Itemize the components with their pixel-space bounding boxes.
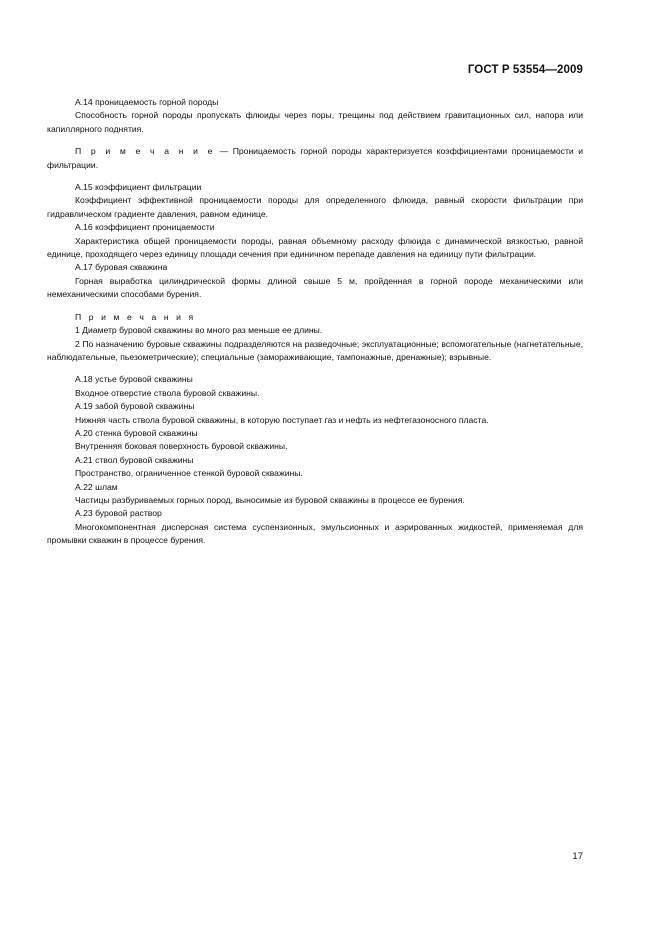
definition-a17: Горная выработка цилиндрической формы длиной свыше 5 м, пройденная в горной породе механическими или немеханическими способами бурения. — [47, 275, 583, 300]
term-a14: А.14 проницаемость горной породы — [75, 97, 219, 107]
definition-a18: Входное отверстие ствола буровой скважины. — [75, 387, 260, 398]
note-a14 — [47, 145, 583, 172]
definition-a19: Нижняя часть ствола буровой скважины, в которую поступает газ и нефть из нефтегазоносного пласта. — [75, 414, 489, 425]
note-item-1: 1 Диаметр буровой скважины во много раз меньше ее длины. — [75, 325, 323, 336]
document-body — [47, 96, 583, 548]
term-a15: А.15 коэффициент фильтрации — [75, 182, 202, 193]
definition-a20: Внутренняя боковая поверхность буровой скважины. — [75, 441, 288, 452]
term-a18: А.18 устье буровой скважины — [75, 374, 193, 385]
term-a21: А.21 ствол буровой скважины — [75, 454, 194, 465]
definition-a14: Способность горной породы пропускать флюиды через поры, трещины под действием гравитационных сил, напора или капиллярного поднятия. — [47, 110, 583, 134]
term-a16: А.16 коэффициент проницаемости — [75, 222, 215, 233]
definition-a22: Частицы разбуриваемых горных пород, выносимые из буровой скважины в процессе ее бурения. — [75, 494, 465, 505]
term-a20: А.20 стенка буровой скважины — [75, 427, 198, 438]
page-number: 17 — [572, 851, 583, 862]
note-text: — Проницаемость горной породы характеризуется коэффициентами проницаемости и фильтрации. — [47, 146, 583, 170]
definition-a16: Характеристика общей проницаемости породы, равная объемному расходу флюида с динамической вязкостью, равной единице, проходящего через единицу площади сечения при единичном перепаде давления на единицу пути фильтрации. — [47, 235, 583, 260]
term-a19: А.19 забой буровой скважины — [75, 401, 195, 412]
standard-header: ГОСТ Р 53554—2009 — [467, 64, 583, 76]
definition-a15: Коэффициент эффективной проницаемости породы для определенного флюида, равный скорости фильтрации при гидравлическом градиенте давления, равном единице. — [47, 195, 583, 219]
term-a22: А.22 шлам — [75, 481, 118, 492]
definition-a23: Многокомпонентная дисперсная система суспензионных, эмульсионных и аэрированных жидкостей, применяемая для промывки скважин в процессе бурения. — [47, 521, 583, 546]
notes-heading: П р и м е ч а н и я — [75, 311, 196, 322]
term-a23: А.23 буровой раствор — [75, 508, 162, 519]
note-item-2: 2 По назначению буровые скважины подразделяются на разведочные; эксплуатационные; вспомогательные (нагнетательные, наблюдательные, пьезометрические); специальные (замораживающие, тампонажные, дренажные); взрывные. — [47, 338, 583, 362]
definition-a21: Пространство, ограниченное стенкой буровой скважины. — [75, 468, 303, 479]
term-a17: А.17 буровая скважина — [75, 262, 168, 273]
note-label: П р и м е ч а н и е — [75, 146, 216, 157]
